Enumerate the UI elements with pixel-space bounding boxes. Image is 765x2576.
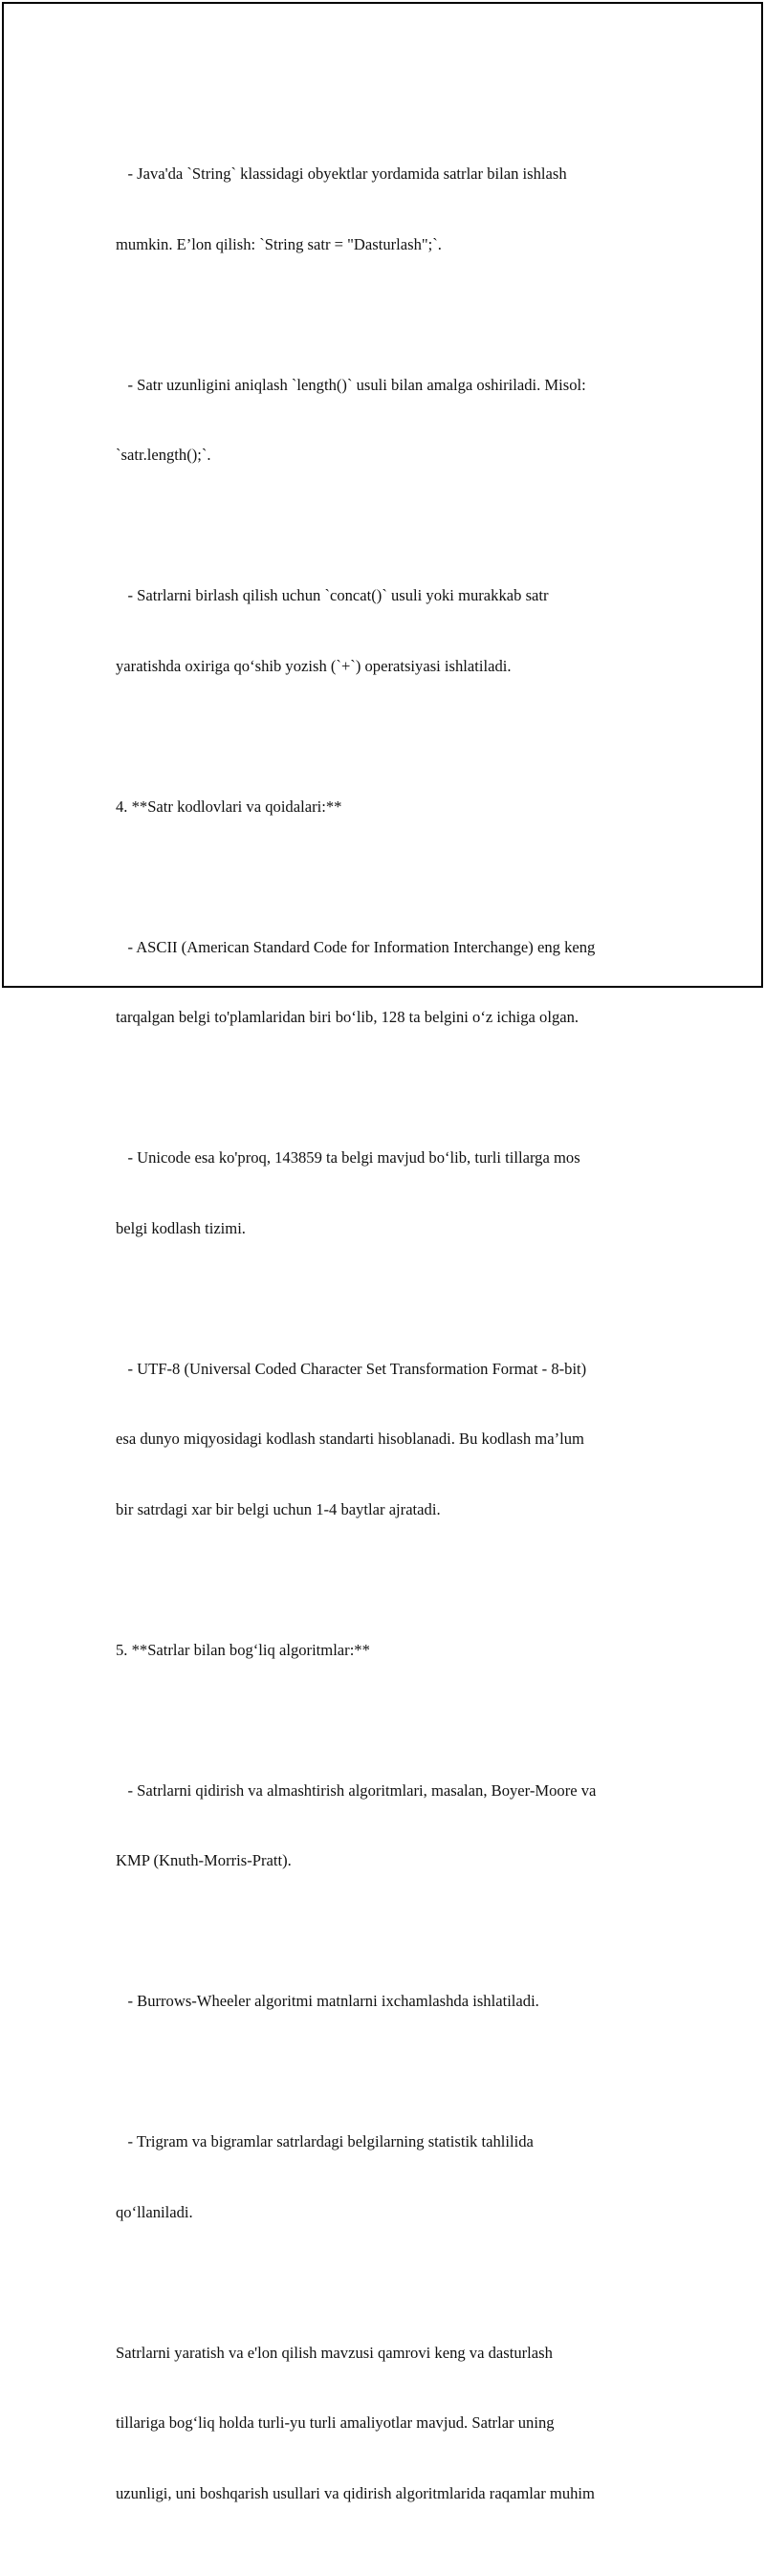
paragraph-conclusion <box>116 2295 670 2553</box>
text-line: bir satrdagi xar bir belgi uchun 1-4 baytlar ajratadi. <box>116 1499 441 1518</box>
paragraph-ascii <box>116 889 670 1077</box>
paragraph-unicode <box>116 1100 670 1287</box>
text-line: - Satrlarni birlash qilish uchun `concat()` usuli yoki murakkab satr <box>116 586 549 604</box>
text-line: - Unicode esa ko'proq, 143859 ta belgi mavjud bo‘lib, turli tillarga mos <box>116 1148 580 1167</box>
paragraph-trigram <box>116 2084 670 2271</box>
text-line: - ASCII (American Standard Code for Information Interchange) eng keng <box>116 937 596 956</box>
text-line: - Satr uzunligini aniqlash `length()` usuli bilan amalga oshiriladi. Misol: <box>116 375 586 394</box>
paragraph-java-string <box>116 116 670 303</box>
text-line: - Satrlarni qidirish va almashtirish algoritmlari, masalan, Boyer-Moore va <box>116 1780 597 1800</box>
paragraph-burrows-wheeler <box>116 1943 670 2061</box>
document-body <box>116 116 670 2576</box>
text-line: - Java'da `String` klassidagi obyektlar yordamida satrlar bilan ishlash <box>116 164 567 183</box>
text-line: 5. **Satrlar bilan bog‘liq algoritmlar:** <box>116 1640 370 1659</box>
text-line: belgi kodlash tizimi. <box>116 1218 246 1237</box>
text-line: uzunligi, uni boshqarish usullari va qidirish algoritmlarida raqamlar muhim <box>116 2483 595 2502</box>
section-heading-encodings <box>116 749 670 866</box>
paragraph-utf8 <box>116 1311 670 1569</box>
text-line: mumkin. E’lon qilish: `String satr = "Dasturlash";`. <box>116 234 442 253</box>
paragraph-search-algorithms <box>116 1733 670 1920</box>
text-line: qo‘llaniladi. <box>116 2202 193 2221</box>
paragraph-concat-method <box>116 537 670 725</box>
text-line: tillariga bog‘liq holda turli-yu turli amaliyotlar mavjud. Satrlar uning <box>116 2413 555 2432</box>
page-frame <box>2 2 763 2502</box>
section-heading-algorithms <box>116 1592 670 1710</box>
paragraph-length-method <box>116 327 670 514</box>
text-line: Satrlarni yaratish va e'lon qilish mavzusi qamrovi keng va dasturlash <box>116 2343 553 2362</box>
text-line: - UTF-8 (Universal Coded Character Set Transformation Format - 8-bit) <box>116 1359 587 1378</box>
text-line: esa dunyo miqyosidagi kodlash standarti hisoblanadi. Bu kodlash ma’lum <box>116 1430 584 1448</box>
text-line: yaratishda oxiriga qo‘shib yozish (`+`) operatsiyasi ishlatiladi. <box>116 656 512 675</box>
text-line: - Burrows-Wheeler algoritmi matnlarni ixchamlashda ishlatiladi. <box>116 1992 539 2010</box>
text-line: 4. **Satr kodlovlari va qoidalari:** <box>116 797 342 816</box>
text-line: `satr.length();`. <box>116 446 211 464</box>
text-line: tarqalgan belgi to'plamlaridan biri bo‘lib, 128 ta belgini o‘z ichiga olgan. <box>116 1008 579 1026</box>
text-line: - Trigram va bigramlar satrlardagi belgilarning statistik tahlilida <box>116 2132 534 2150</box>
text-line: KMP (Knuth-Morris-Pratt). <box>116 1851 292 1869</box>
